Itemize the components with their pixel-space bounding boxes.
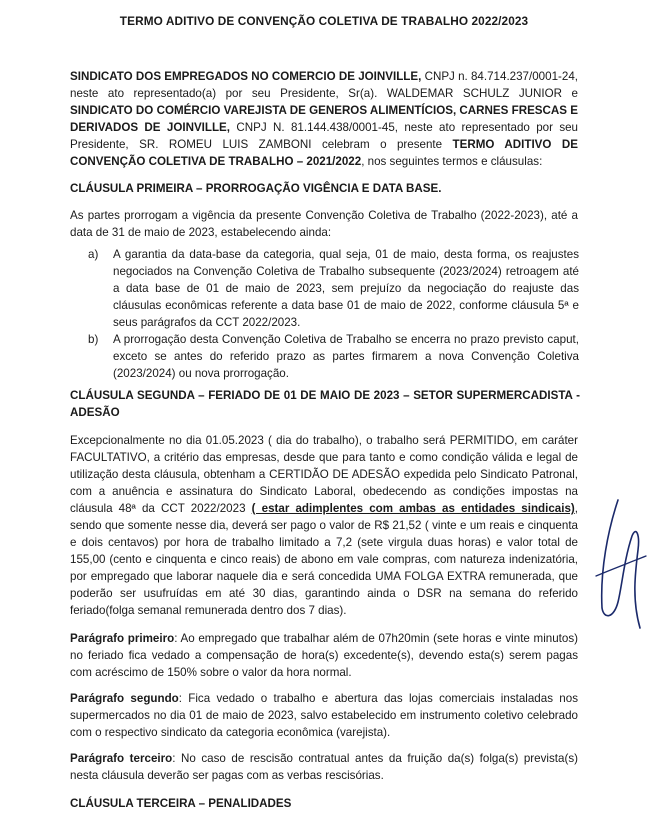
clause-2-paragraph — [70, 432, 578, 619]
paragraph-first-label: Parágrafo primeiro — [70, 632, 175, 645]
paragraph-first — [70, 630, 578, 681]
clause-1-paragraph: As partes prorrogam a vigência da presente Convenção Coletiva de Trabalho (2022-2023), até a data de 31 de maio de 2023, estabelecendo ainda: — [70, 209, 578, 239]
handwritten-signature — [588, 490, 648, 640]
paragraph-third-label: Parágrafo terceiro — [70, 752, 173, 765]
intro-text-3: , nos seguintes termos e cláusulas: — [361, 155, 543, 168]
item-text: A garantia da data-base da categoria, qual seja, 01 de maio, desta forma, os reajustes negociados na Convenção Coletiva de Trabalho subsequente (2023/2024) retroagem até a data base de 01 de maio de 2023, sem prejuízo da negociação do reajuste das cláusulas econômicas referente a data base 01 de maio de 2022, conforme cláusula 5ª e seus parágrafos da CCT 2022/2023. — [113, 248, 579, 329]
agreement-name: TERMO ADITIVO DE CONVENÇÃO COLETIVA DE TRABALHO – 2021/2022 — [70, 138, 578, 168]
intro-paragraph — [70, 68, 578, 170]
clause-3-heading: CLÁUSULA TERCEIRA – PENALIDADES — [70, 797, 292, 810]
intro-text-2: CNPJ N. 81.144.438/0001-45, neste ato representado por seu Presidente, SR. ROMEU LUIS ZAMBONI celebram o presente — [70, 121, 579, 151]
paragraph-first-text: : Ao empregado que trabalhar além de 07h20min (sete horas e vinte minutos) no feriado fica vedado a compensação de hora(s) excedente(s), devendo esta(s) serem pagas com acréscimo de 150% sobre o valor da hora normal. — [70, 632, 578, 679]
paragraph-second — [70, 690, 578, 741]
clause-2-heading: CLÁUSULA SEGUNDA – FERIADO DE 01 DE MAIO DE 2023 – SETOR SUPERMERCADISTA - ADESÃO — [70, 389, 580, 419]
clause-2-text-a: Excepcionalmente no dia 01.05.2023 ( dia do trabalho), o trabalho será PERMITIDO, em caráter FACULTATIVO, a critério das empresas, desde que para tanto e como condição válida e legal de utilização desta cláusula, obtenham a CERTIDÃO DE ADESÃO expedida pelo Sindicato Patronal, com a anuência e assinatura do Sindicato Laboral, obedecendo as condições impostas na cláusula 48ª da CCT 2022/2023 — [70, 434, 578, 515]
intro-text-1: CNPJ n. 84.714.237/0001-24, neste ato representado(a) por seu Presidente, Sr(a). WALDEMAR SCHULZ JUNIOR e — [70, 70, 578, 100]
paragraph-third-text: : No caso de rescisão contratual antes da fruição da(s) folga(s) prevista(s) nesta cláusula deverão ser pagas com as verbas rescisórias. — [70, 752, 578, 782]
adimplentes-underlined: ( estar adimplentes com ambas as entidades sindicais) — [251, 502, 575, 515]
employee-union-name: SINDICATO DOS EMPREGADOS NO COMERCIO DE JOINVILLE, — [70, 70, 422, 83]
clause-2-text-b: , sendo que somente nesse dia, deverá ser pago o valor de R$ 21,52 ( vinte e um reais e cinquenta e dois centavos) por hora de trabalho limitado a 7,2 (sete virgula duas horas) e valor total de 155,00 (cento e cinquenta e cinco reais) de abono em vale compras, com natureza indenizatória, por empregado que laborar naquele dia e será concedida UMA FOLGA EXTRA remunerada, que poderão ser usufruídas em até 30 dias, garantindo ainda o DSR na semana do referido feriado(folga semanal remunerada dentro dos 7 dias). — [70, 502, 578, 617]
employer-union-name: SINDICATO DO COMÉRCIO VAREJISTA DE GENEROS ALIMENTÍCIOS, CARNES FRESCAS E DERIVADOS DE JOINVILLE, — [70, 104, 578, 134]
paragraph-third — [70, 750, 578, 784]
paragraph-second-label: Parágrafo segundo — [70, 692, 179, 705]
item-label: a) — [88, 248, 99, 261]
paragraph-second-text: : Fica vedado o trabalho e abertura das lojas comerciais instaladas nos supermercados no dia 01 de maio de 2023, salvo estabelecido em instrumento coletivo celebrado com o respectivo sindicato da categoria econômica (varejista). — [70, 692, 578, 739]
item-text: A prorrogação desta Convenção Coletiva de Trabalho se encerra no prazo previsto caput, exceto se antes do referido prazo as partes firmarem a nova Convenção Coletiva (2023/2024) ou nova prorrogação. — [113, 333, 579, 380]
document-title: TERMO ADITIVO DE CONVENÇÃO COLETIVA DE TRABALHO 2022/2023 — [119, 14, 529, 28]
clause-1-heading: CLÁUSULA PRIMEIRA – PRORROGAÇÃO VIGÊNCIA E DATA BASE. — [70, 182, 442, 195]
item-label: b) — [88, 333, 99, 346]
